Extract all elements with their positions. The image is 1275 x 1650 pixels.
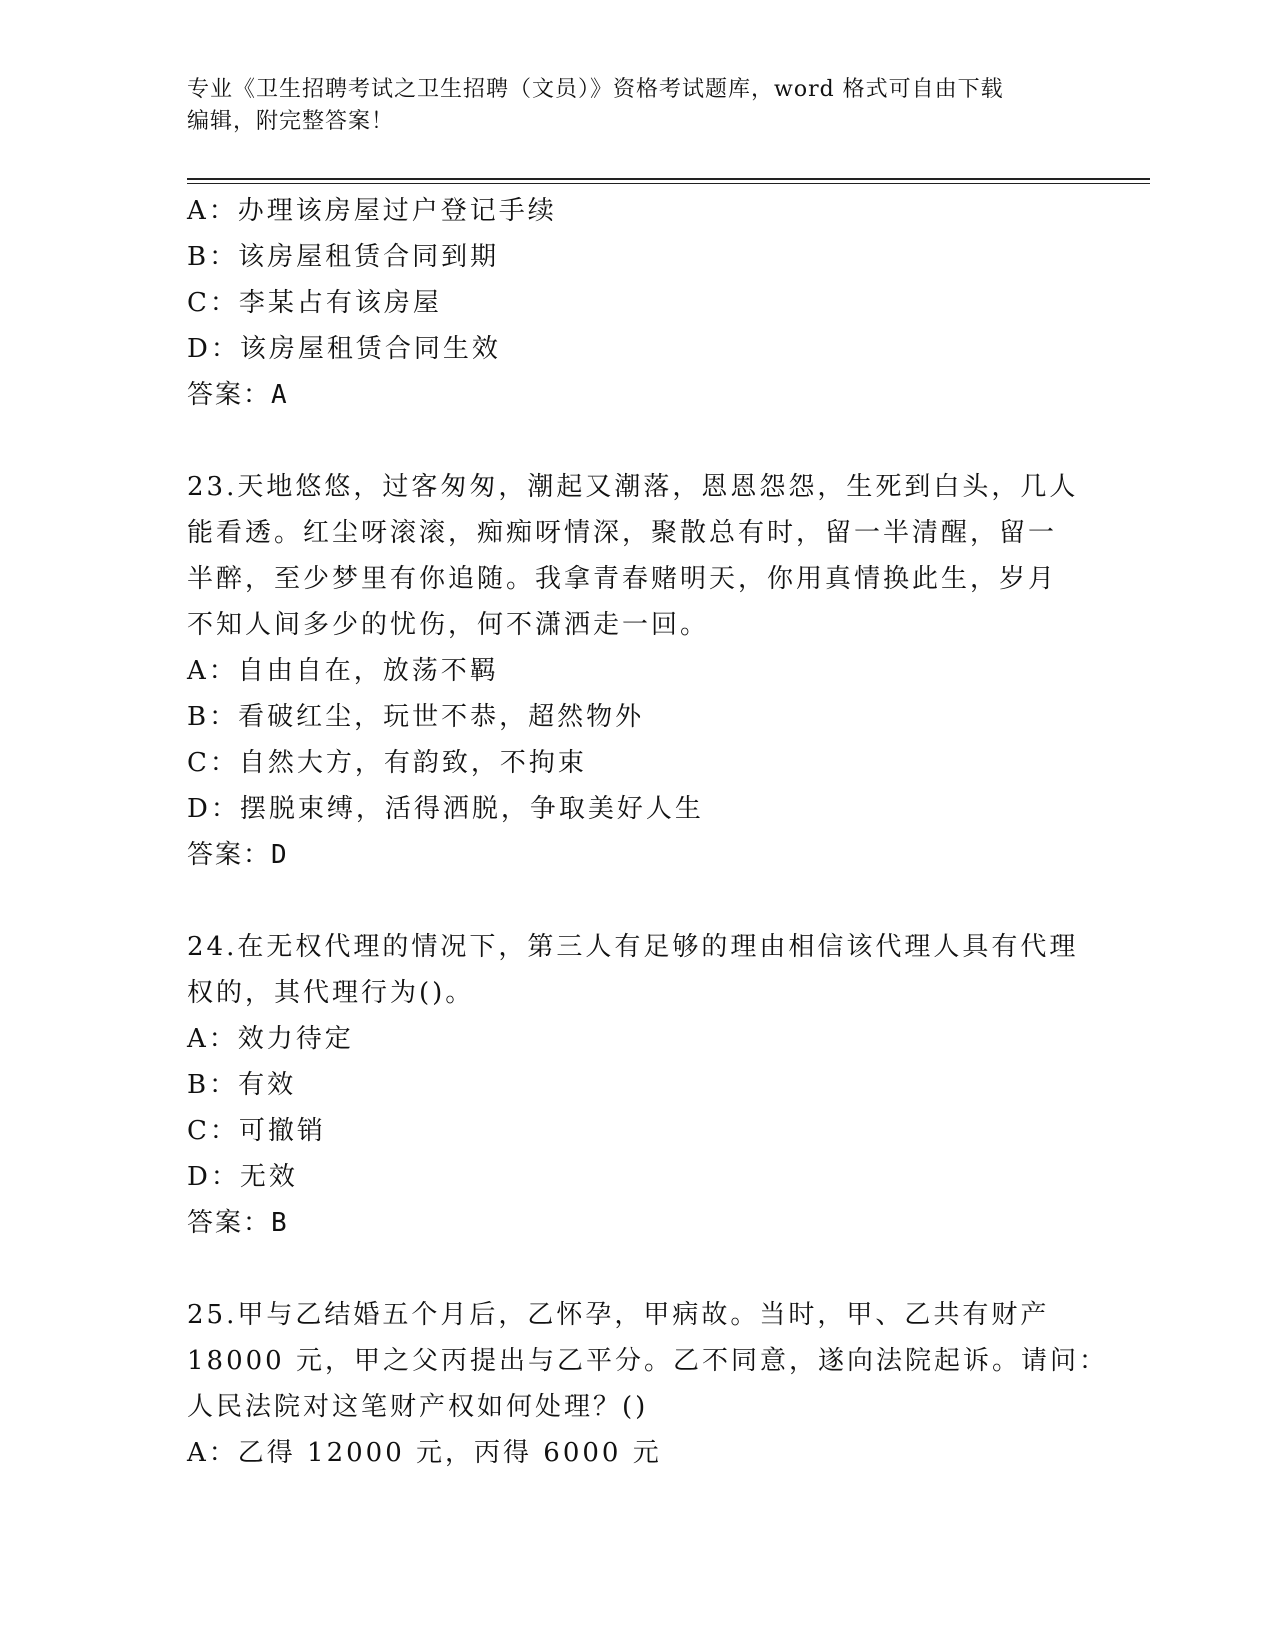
option-d: D：无效 [187, 1162, 298, 1192]
document-header [187, 74, 1087, 138]
answer-value: A [271, 380, 289, 410]
option-a: A：办理该房屋过户登记手续 [187, 196, 557, 226]
question-text-line: 能看透。红尘呀滚滚，痴痴呀情深，聚散总有时，留一半清醒，留一 [187, 518, 1058, 548]
question-text-line: 18000 元，甲之父丙提出与乙平分。乙不同意，遂向法院起诉。请问： [187, 1346, 1108, 1376]
question-list [187, 188, 1108, 1476]
option-a: A：效力待定 [187, 1024, 354, 1054]
answer-value: D [271, 840, 289, 870]
answer-label: 答案： [187, 380, 272, 410]
question-text-line: 25.甲与乙结婚五个月后，乙怀孕，甲病故。当时，甲、乙共有财产 [187, 1300, 1050, 1330]
question-23 [187, 464, 1087, 878]
question-text-line: 权的，其代理行为()。 [187, 978, 475, 1008]
option-a: A：自由自在，放荡不羁 [187, 656, 499, 686]
question-text-line: 人民法院对这笔财产权如何处理？() [187, 1392, 649, 1422]
answer-line [187, 372, 1087, 418]
header-divider-thin [187, 183, 1150, 184]
question-text-line: 不知人间多少的忧伤，何不潇洒走一回。 [187, 610, 710, 640]
answer-line [187, 832, 1087, 878]
question-text-line: 半醉，至少梦里有你追随。我拿青春赌明天，你用真情换此生，岁月 [187, 564, 1058, 594]
question-22-continued [187, 188, 1087, 418]
answer-value: B [271, 1208, 289, 1238]
header-line-1: 专业《卫生招聘考试之卫生招聘（文员）》资格考试题库，word 格式可自由下载 [187, 77, 1004, 102]
header-line-2: 编辑，附完整答案！ [187, 109, 395, 134]
answer-label: 答案： [187, 840, 272, 870]
answer-label: 答案： [187, 1208, 272, 1238]
option-b: B：该房屋租赁合同到期 [187, 242, 500, 272]
option-c: C：李某占有该房屋 [187, 288, 442, 318]
option-c: C：可撤销 [187, 1116, 326, 1146]
option-b: B：看破红尘，玩世不恭，超然物外 [187, 702, 645, 732]
header-divider-thick [187, 178, 1150, 180]
option-b: B：有效 [187, 1070, 297, 1100]
question-25 [187, 1292, 1108, 1476]
option-d: D：该房屋租赁合同生效 [187, 334, 501, 364]
option-a: A：乙得 12000 元，丙得 6000 元 [187, 1438, 662, 1468]
question-24 [187, 924, 1087, 1246]
question-text-line: 23.天地悠悠，过客匆匆，潮起又潮落，恩恩怨怨，生死到白头，几人 [187, 472, 1079, 502]
answer-line [187, 1200, 1087, 1246]
option-d: D：摆脱束缚，活得洒脱，争取美好人生 [187, 794, 704, 824]
option-c: C：自然大方，有韵致，不拘束 [187, 748, 587, 778]
question-text-line: 24.在无权代理的情况下，第三人有足够的理由相信该代理人具有代理 [187, 932, 1079, 962]
